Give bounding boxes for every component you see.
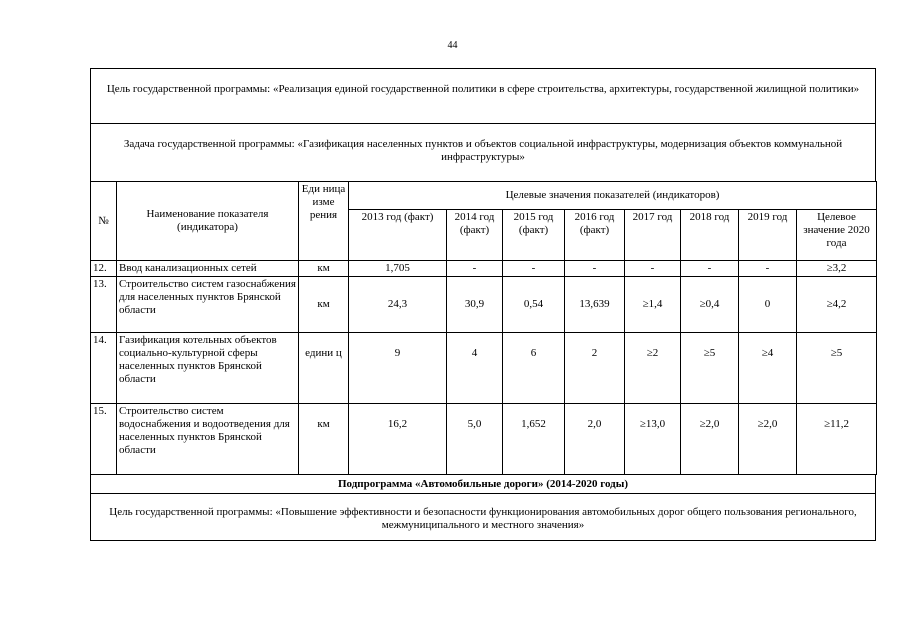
row-value: ≥3,2 — [797, 261, 877, 277]
goal-text-2: Цель государственной программы: «Повышение эффективности и безопасности функционирования автомобильных дорог общего пользования регионального, межмуниципального и местного значения» — [109, 506, 857, 531]
goal-text: Цель государственной программы: «Реализация единой государственной политики в сфере строительства, архитектуры, государственной жилищной политики» — [106, 83, 860, 95]
row-value: ≥4,2 — [797, 277, 877, 333]
row-value: ≥5 — [797, 333, 877, 404]
table-row — [91, 333, 877, 404]
row-value: ≥11,2 — [797, 404, 877, 475]
row-value: ≥13,0 — [625, 404, 681, 475]
row-name: Ввод канализационных сетей — [117, 261, 299, 277]
task-text: Задача государственной программы: «Газификация населенных пунктов и объектов социальной инфраструктуры, модернизация объектов коммунальной инфраструктуры» — [123, 138, 843, 163]
row-value: 5,0 — [447, 404, 503, 475]
header-target-values: Целевые значения показателей (индикаторов) — [349, 182, 877, 210]
subprogram-title — [90, 474, 876, 494]
header-name: Наименование показателя (индикатора) — [117, 182, 299, 261]
header-year: 2015 год (факт) — [503, 210, 565, 261]
row-value: 13,639 — [565, 277, 625, 333]
header-year: 2013 год (факт) — [349, 210, 447, 261]
row-unit: км — [299, 277, 349, 333]
row-value: - — [447, 261, 503, 277]
header-year: 2016 год (факт) — [565, 210, 625, 261]
page-number: 44 — [447, 40, 458, 51]
header-year: 2018 год — [681, 210, 739, 261]
header-num: № — [91, 182, 117, 261]
row-value: - — [739, 261, 797, 277]
row-value: 2,0 — [565, 404, 625, 475]
indicators-table — [90, 181, 877, 475]
row-value: ≥2,0 — [681, 404, 739, 475]
row-name: Газификация котельных объектов социально-культурной сферы населенных пунктов Брянской области — [117, 333, 299, 404]
goal-block-2 — [90, 493, 876, 541]
row-value: 1,705 — [349, 261, 447, 277]
task-block — [90, 124, 876, 182]
row-value: 0,54 — [503, 277, 565, 333]
header-year: 2014 год (факт) — [447, 210, 503, 261]
row-value: - — [565, 261, 625, 277]
row-value: 2 — [565, 333, 625, 404]
row-value: 1,652 — [503, 404, 565, 475]
row-value: 9 — [349, 333, 447, 404]
row-value: 0 — [739, 277, 797, 333]
table-row — [91, 261, 877, 277]
row-num: 12. — [91, 261, 117, 277]
row-unit: км — [299, 261, 349, 277]
row-value: ≥1,4 — [625, 277, 681, 333]
row-value: - — [681, 261, 739, 277]
header-year: 2019 год — [739, 210, 797, 261]
header-year: Целевое значение 2020 года — [797, 210, 877, 261]
header-unit: Еди ница изме рения — [299, 182, 349, 261]
row-value: ≥4 — [739, 333, 797, 404]
row-name: Строительство систем водоснабжения и водоотведения для населенных пунктов Брянской области — [117, 404, 299, 475]
row-name: Строительство систем газоснабжения для населенных пунктов Брянской области — [117, 277, 299, 333]
row-value: 4 — [447, 333, 503, 404]
row-num: 15. — [91, 404, 117, 475]
row-value: ≥2 — [625, 333, 681, 404]
document-sheet — [90, 68, 876, 541]
row-value: 24,3 — [349, 277, 447, 333]
row-num: 14. — [91, 333, 117, 404]
row-value: 6 — [503, 333, 565, 404]
row-value: 30,9 — [447, 277, 503, 333]
header-year: 2017 год — [625, 210, 681, 261]
row-value: - — [625, 261, 681, 277]
subprogram-title-text: Подпрограмма «Автомобильные дороги» (2014-2020 годы) — [338, 478, 628, 490]
row-value: ≥5 — [681, 333, 739, 404]
row-value: ≥0,4 — [681, 277, 739, 333]
table-row — [91, 277, 877, 333]
row-value: - — [503, 261, 565, 277]
row-unit: км — [299, 404, 349, 475]
row-num: 13. — [91, 277, 117, 333]
row-value: ≥2,0 — [739, 404, 797, 475]
goal-block — [90, 68, 876, 124]
table-row — [91, 404, 877, 475]
row-value: 16,2 — [349, 404, 447, 475]
row-unit: едини ц — [299, 333, 349, 404]
